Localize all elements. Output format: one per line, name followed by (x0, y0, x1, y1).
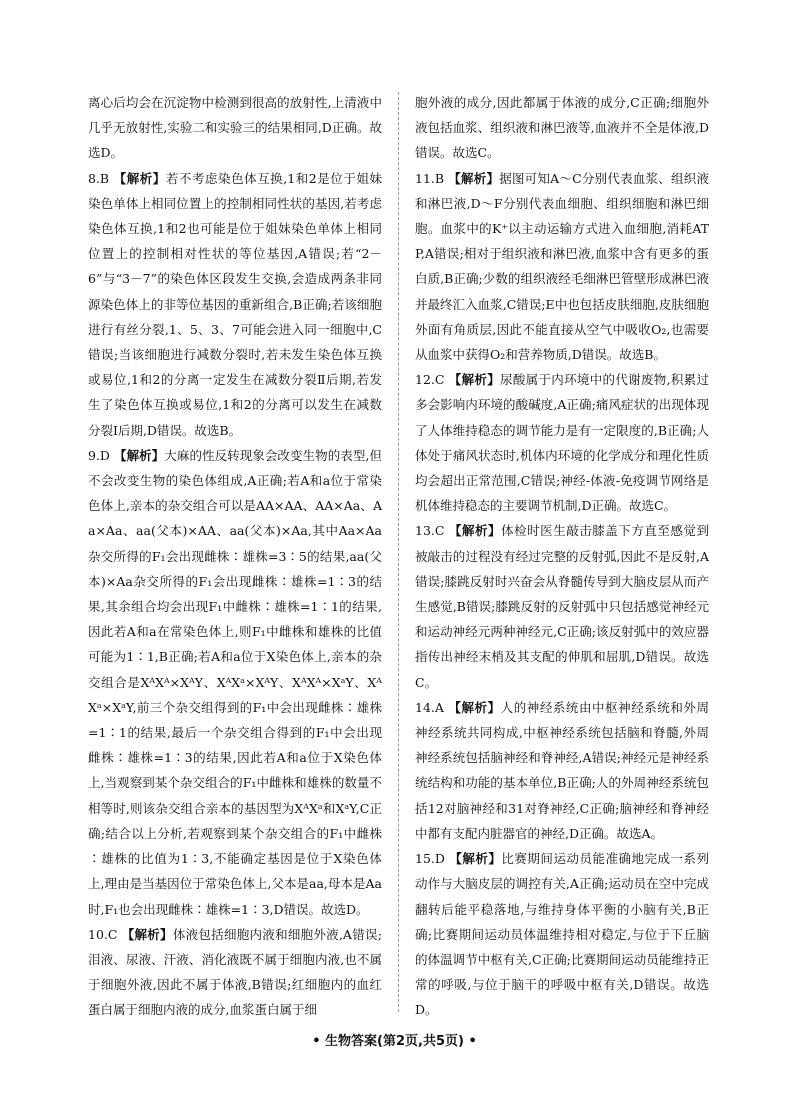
continued-paragraph (88, 90, 382, 166)
answer-number: 13.C (415, 523, 445, 539)
answer-text: 比赛期间运动员能准确地完成一系列动作与大脑皮层的调控有关,A正确;运动员在空中完成翻转后能平稳落地,与维持身体平衡的小脑有关,B正确;比赛期间运动员体温维持相对稳定,与位于下丘脑的体温调节中枢有关,C正确;比赛期间运动员能维持正常的呼吸,与位于脑干的呼吸中枢有关,D错误。故选D。 (415, 851, 709, 1018)
answer-item-9 (88, 443, 382, 922)
answer-item-15 (415, 846, 709, 1022)
answer-number: 10.C (88, 926, 118, 942)
right-column (415, 90, 709, 1023)
column-divider (398, 92, 399, 1012)
analysis-tag: 【解析】 (113, 170, 166, 186)
answer-text: 人的神经系统由中枢神经系统和外周神经系统共同构成,中枢神经系统包括脑和脊髓,外周神经系统包括脑神经和脊神经,A错误;神经元是神经系统结构和功能的基本单位,B正确;人的外周神经系统包括12对脑神经和31对脊神经,C正确;脑神经和脊神经中都有支配内脏器官的神经,D正确。故选A。 (415, 699, 709, 841)
left-column (88, 90, 382, 1023)
answer-item-14 (415, 695, 709, 846)
answer-item-13 (415, 518, 709, 694)
answer-text: 大麻的性反转现象会改变生物的表型,但不会改变生物的染色体组成,A正确;若A和a位于常染色体上,亲本的杂交组合可以是AA×AA、AA×Aa、Aa×Aa、aa(父本)×AA、aa(父本)×Aa,其中Aa×Aa杂交所得的F₁会出现雌株∶雄株=3∶5的结果,aa(父本)×Aa杂交所得的F₁会出现雌株∶雄株=1∶3的结果,其余组合均会出现F₁中雌株∶雄株=1∶1的结果,因此若A和a在常染色体上,则F₁中雌株和雄株的比值可能为1∶1,B正确;若A和a位于X染色体上,亲本的杂交组合是XᴬXᴬ×XᴬY、XᴬXᵃ×XᴬY、XᴬXᴬ×XᵃY、XᴬXᵃ×XᵃY,前三个杂交组得到的F₁中会出现雌株∶雄株=1∶1的结果,最后一个杂交组合得到的F₁中会出现雌株∶雄株=1∶3的结果,因此若A和a位于X染色体上,当观察到某个杂交组合的F₁中雌株和雄株的数量不相等时,则该杂交组合亲本的基因型为XᴬXᵃ和XᵃY,C正确;结合以上分析,若观察到某个杂交组合的F₁中雌株∶雄株的比值为1∶3,不能确定基因是位于X染色体上,理由是当基因位于常染色体上,父本是aa,母本是Aa时,F₁也会出现雌株∶雄株=1∶3,D错误。故选D。 (88, 447, 382, 917)
answer-item-11 (415, 166, 709, 368)
answer-item-8 (88, 166, 382, 443)
answer-item-10 (88, 922, 382, 1023)
answer-text: 尿酸属于内环境中的代谢废物,积累过多会影响内环境的酸碱度,A正确;痛风症状的出现体现了人体维持稳态的调节能力是有一定限度的,B正确;人体处于痛风状态时,机体内环境的化学成分和理化性质均会超出正常范围,C错误;神经-体液-免疫调节网络是机体维持稳态的主要调节机制,D正确。故选C。 (415, 372, 709, 514)
analysis-tag: 【解析】 (448, 699, 501, 715)
analysis-tag: 【解析】 (121, 926, 173, 942)
analysis-tag: 【解析】 (448, 523, 502, 539)
analysis-tag: 【解析】 (448, 170, 500, 186)
analysis-tag: 【解析】 (448, 372, 501, 388)
analysis-tag: 【解析】 (114, 447, 165, 463)
continued-paragraph (415, 90, 709, 166)
answer-number: 15.D (415, 851, 445, 867)
analysis-tag: 【解析】 (449, 851, 502, 867)
paragraph-text: 胞外液的成分,因此都属于体液的成分,C正确;细胞外液包括血浆、组织液和淋巴液等,血液并不全是体液,D错误。故选C。 (415, 95, 709, 161)
answer-number: 9.D (88, 447, 110, 463)
answer-number: 8.B (88, 170, 110, 186)
answer-number: 11.B (415, 170, 445, 186)
answer-text: 若不考虑染色体互换,1和2是位于姐妹染色单体上相同位置上的控制相同性状的基因,若考虑染色体互换,1和2也可能是位于姐妹染色单体上相同位置上的控制相对性状的等位基因,A错误;若“2－6”与“3－7”的染色体区段发生交换,会造成两条非同源染色体上的非等位基因的重新组合,B正确;若该细胞进行有丝分裂,1、5、3、7可能会进入同一细胞中,C错误;当该细胞进行减数分裂时,若未发生染色体互换或易位,1和2的分离一定发生在减数分裂Ⅱ后期,若发生了染色体互换或易位,1和2的分离可以发生在减数分裂Ⅰ后期,D错误。故选B。 (88, 170, 382, 438)
answer-number: 12.C (415, 372, 445, 388)
answer-text: 体检时医生敲击膝盖下方直至感觉到被敲击的过程没有经过完整的反射弧,因此不是反射,A错误;膝跳反射时兴奋会从脊髓传导到大脑皮层从而产生感觉,B错误;膝跳反射的反射弧中只包括感觉神经元和运动神经元两种神经元,C正确;该反射弧中的效应器指传出神经末梢及其支配的伸肌和屈肌,D错误。故选C。 (415, 523, 709, 690)
answer-text: 据图可知A～C分别代表血浆、组织液和淋巴液,D～F分别代表血细胞、组织细胞和淋巴细胞。血浆中的K⁺以主动运输方式进入血细胞,消耗ATP,A错误;相对于组织液和淋巴液,血浆中含有更多的蛋白质,B正确;少数的组织液经毛细淋巴管壁形成淋巴液并最终汇入血浆,C错误;E中也包括皮肤细胞,皮肤细胞外面有角质层,因此不能直接从空气中吸收O₂,也需要从血浆中获得O₂和营养物质,D错误。故选B。 (415, 170, 709, 363)
paragraph-text: 离心后均会在沉淀物中检测到很高的放射性,上清液中几乎无放射性,实验二和实验三的结果相同,D正确。故选D。 (88, 95, 382, 161)
answer-text: 体液包括细胞内液和细胞外液,A错误;泪液、尿液、汗液、消化液既不属于细胞内液,也不属于细胞外液,因此不属于体液,B错误;红细胞内的血红蛋白属于细胞内液的成分,血浆蛋白属于细 (88, 926, 382, 1018)
answer-number: 14.A (415, 699, 444, 715)
page-footer: • 生物答案(第2页,共5页) • (312, 1034, 477, 1049)
answer-item-12 (415, 367, 709, 518)
